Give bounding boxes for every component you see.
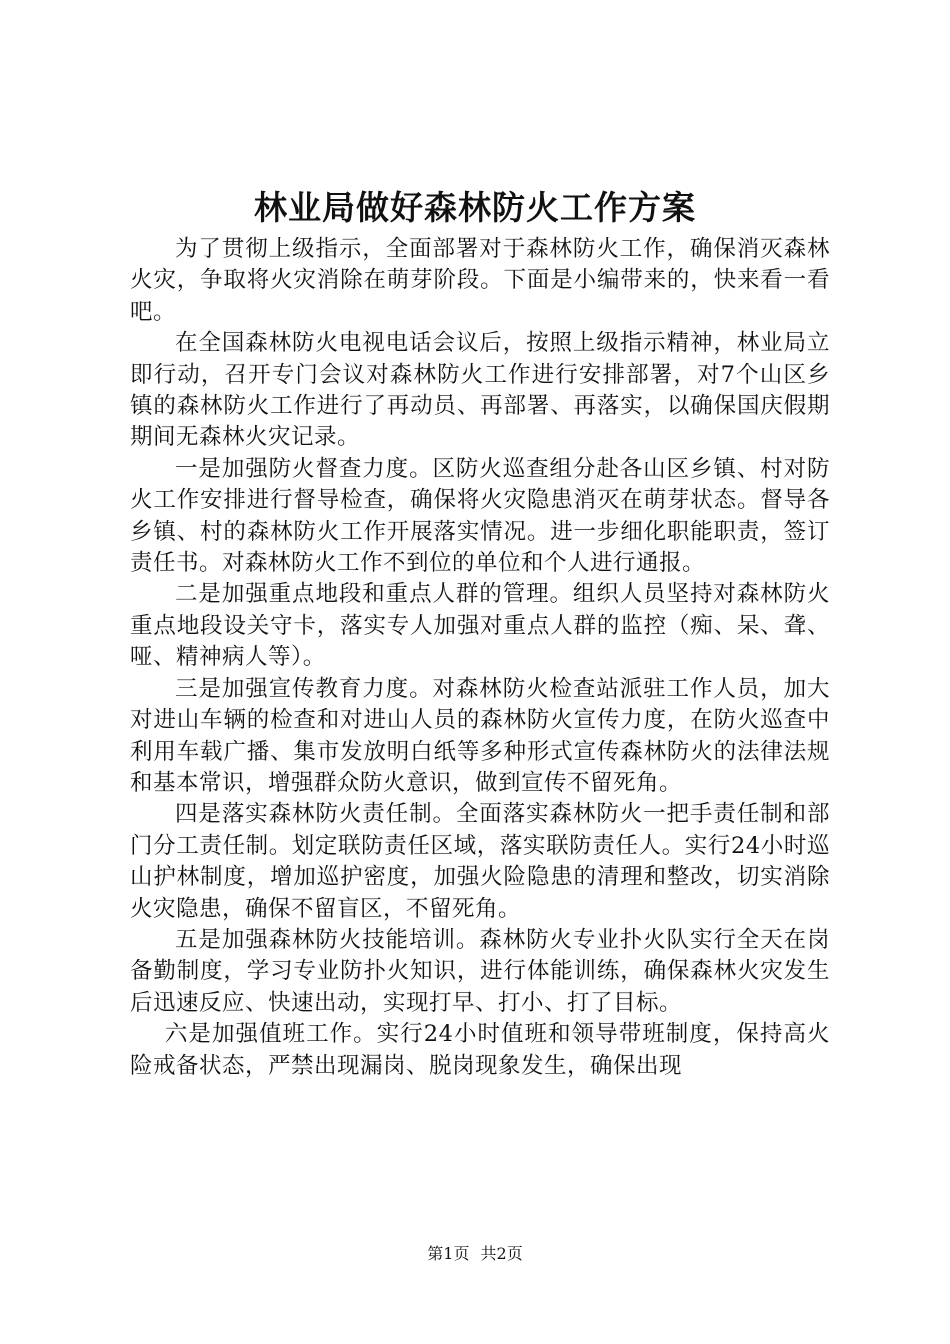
paragraph-item-1: 一是加强防火督查力度。区防火巡查组分赴各山区乡镇、村对防火工作安排进行督导检查，确保将火灾隐患消灭在萌芽状态。督导各乡镇、村的森林防火工作开展落实情况。进一步细化职能职责，签订责任书。对森林防火工作不到位的单位和个人进行通报。 [130, 455, 830, 577]
paragraph-item-3: 三是加强宣传教育力度。对森林防火检查站派驻工作人员，加大对进山车辆的检查和对进山人员的森林防火宣传力度，在防火巡查中利用车载广播、集市发放明白纸等多种形式宣传森林防火的法律法规和基本常识，增强群众防火意识，做到宣传不留死角。 [130, 675, 830, 796]
paragraph-item-5: 五是加强森林防火技能培训。森林防火专业扑火队实行全天在岗备勤制度，学习专业防扑火知识，进行体能训练，确保森林火灾发生后迅速反应、快速出动，实现打早、打小、打了目标。 [130, 926, 830, 1016]
document-body [130, 234, 830, 1082]
paragraph-intro: 为了贯彻上级指示，全面部署对于森林防火工作，确保消灭森林火灾，争取将火灾消除在萌芽阶段。下面是小编带来的，快来看一看吧。 [130, 236, 830, 325]
page-number-total: 共2页 [480, 1244, 523, 1263]
paragraph-item-2: 二是加强重点地段和重点人群的管理。组织人员坚持对森林防火重点地段设关守卡，落实专人加强对重点人群的监控（痴、呆、聋、哑、精神病人等）。 [130, 581, 830, 671]
paragraph-item-4: 四是落实森林防火责任制。全面落实森林防火一把手责任制和部门分工责任制。划定联防责任区域，落实联防责任人。实行24小时巡山护林制度，增加巡护密度，加强火险隐患的清理和整改，切实消除火灾隐患，确保不留盲区，不留死角。 [130, 801, 830, 922]
paragraph-item-6: 六是加强值班工作。实行24小时值班和领导带班制度，保持高火险戒备状态，严禁出现漏岗、脱岗现象发生，确保出现 [130, 1021, 830, 1079]
paragraph-overview: 在全国森林防火电视电话会议后，按照上级指示精神，林业局立即行动，召开专门会议对森林防火工作进行安排部署，对7个山区乡镇的森林防火工作进行了再动员、再部署、再落实，以确保国庆假期期间无森林火灾记录。 [130, 330, 830, 451]
page-number-current: 第1页 [427, 1244, 470, 1263]
document-title: 林业局做好森林防火工作方案 [254, 188, 696, 227]
page-footer [0, 1242, 950, 1266]
